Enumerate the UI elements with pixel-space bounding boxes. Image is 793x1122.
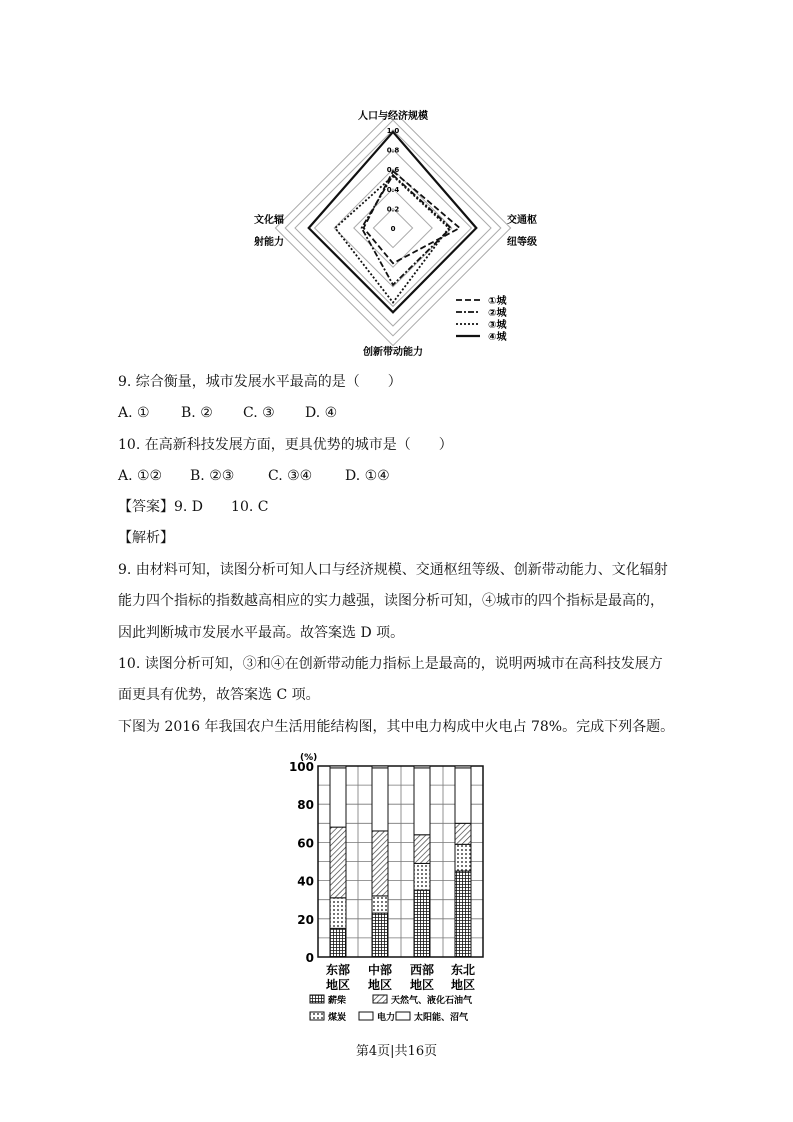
radar-tick-label: 0.4 (386, 185, 400, 194)
radar-axis-label-left: 文化辐 (254, 215, 284, 226)
y-tick-label: 40 (297, 874, 314, 889)
radar-tick-label: 1.0 (386, 127, 400, 135)
bar-segment-天然气、液化石油气 (330, 827, 346, 898)
radar-tick-label: 0.6 (386, 166, 400, 175)
radar-axis-label-right: 纽等级 (507, 237, 537, 248)
q9-option-a: A. ① (118, 405, 150, 421)
y-tick-label: 0 (305, 951, 314, 965)
y-axis-unit: (%) (300, 753, 318, 763)
legend-label: 太阳能、沼气 (414, 1013, 469, 1023)
bar-segment-薪柴 (330, 928, 346, 957)
bar-chart (0, 740, 793, 1030)
question-10: 10. 在高新科技发展方面，更具优势的城市是（ ） (118, 437, 453, 453)
bar-segment-薪柴 (372, 913, 388, 957)
bar-segment-天然气、液化石油气 (455, 823, 471, 844)
q10-option-a: A. ①② (118, 468, 163, 484)
radar-tick-label: 0.2 (386, 205, 400, 214)
bar-segment-太阳能、沼气 (455, 766, 471, 768)
q10-option-d: D. ①④ (345, 468, 390, 484)
analysis-heading: 【解析】 (118, 530, 174, 546)
radar-tick-label: 0.8 (386, 146, 400, 155)
question-9: 9. 综合衡量，城市发展水平最高的是（ ） (118, 374, 402, 390)
legend-swatch-icon (396, 1012, 410, 1020)
legend-swatch-icon (373, 995, 387, 1003)
x-tick-label: 地区 (450, 978, 476, 992)
bar-segment-电力 (330, 768, 346, 827)
y-tick-label: 60 (297, 836, 314, 851)
bar-segment-太阳能、沼气 (330, 766, 346, 768)
bar-segment-天然气、液化石油气 (414, 835, 430, 864)
y-tick-label: 80 (297, 798, 314, 813)
intro-text: 下图为 2016 年我国农户生活用能结构图，其中电力构成中火电占 78%。完成下列各题。 (118, 719, 675, 735)
x-tick-label: 东北 (450, 963, 476, 977)
radar-axis-label-bottom: 创新带动能力 (363, 347, 423, 358)
y-tick-label: 100 (288, 760, 314, 774)
legend-label: ①城 (488, 296, 507, 307)
bar-segment-电力 (372, 768, 388, 831)
bar-segment-薪柴 (455, 871, 471, 957)
y-tick-label: 20 (297, 912, 314, 927)
radar-axis-label-top: 人口与经济规模 (358, 111, 428, 122)
bar-segment-薪柴 (414, 890, 430, 957)
x-tick-label: 西部 (409, 963, 435, 977)
legend-swatch-icon (310, 995, 324, 1003)
legend-label: 电力 (377, 1013, 396, 1023)
answer: 【答案】9. D 10. C (118, 499, 269, 515)
bar-segment-天然气、液化石油气 (372, 831, 388, 896)
x-tick-label: 中部 (367, 963, 393, 977)
legend-label: ③城 (488, 320, 507, 331)
bar-segment-煤炭 (455, 844, 471, 871)
legend-swatch-icon (359, 1012, 373, 1020)
q9-option-d: D. ④ (305, 405, 338, 421)
x-tick-label: 地区 (409, 978, 435, 992)
analysis-9-line-2: 能力四个指标的指数越高相应的实力越强，读图分析可知，④城市的四个指标是最高的， (118, 593, 664, 609)
q10-option-c: C. ③④ (268, 468, 313, 484)
bar-segment-煤炭 (372, 896, 388, 913)
bar-segment-电力 (414, 768, 430, 835)
analysis-9-line-3: 因此判断城市发展水平最高。故答案选 D 项。 (118, 625, 405, 641)
radar-axis-label-left: 射能力 (254, 237, 284, 248)
q9-option-c: C. ③ (243, 405, 275, 421)
legend-label: 薪柴 (328, 996, 347, 1006)
q10-option-b: B. ②③ (190, 468, 235, 484)
bar-segment-太阳能、沼气 (414, 766, 430, 768)
x-tick-label: 地区 (325, 978, 351, 992)
x-tick-label: 地区 (367, 978, 393, 992)
analysis-10-line-1: 10. 读图分析可知，③和④在创新带动能力指标上是最高的，说明两城市在高科技发展方 (118, 656, 663, 672)
bar-segment-太阳能、沼气 (372, 766, 388, 768)
analysis-9-line-1: 9. 由材料可知，读图分析可知人口与经济规模、交通枢纽等级、创新带动能力、文化辐射 (118, 562, 668, 578)
legend-label: 煤炭 (328, 1013, 347, 1023)
radar-axis-label-right: 交通枢 (507, 215, 537, 226)
legend-label: 天然气、液化石油气 (391, 996, 473, 1006)
radar-chart (0, 0, 793, 370)
legend-swatch-icon (310, 1012, 324, 1020)
radar-tick-label: 0 (390, 225, 396, 233)
legend-label: ④城 (488, 332, 507, 343)
q9-option-b: B. ② (181, 405, 213, 421)
radar-series-1 (364, 171, 460, 263)
analysis-10-line-2: 面更具有优势，故答案选 C 项。 (118, 687, 320, 703)
bar-segment-煤炭 (414, 863, 430, 890)
legend-label: ②城 (488, 308, 507, 319)
bar-segment-煤炭 (330, 898, 346, 929)
x-tick-label: 东部 (325, 963, 351, 977)
page-footer: 第4页|共16页 (355, 1044, 438, 1059)
bar-segment-电力 (455, 768, 471, 823)
